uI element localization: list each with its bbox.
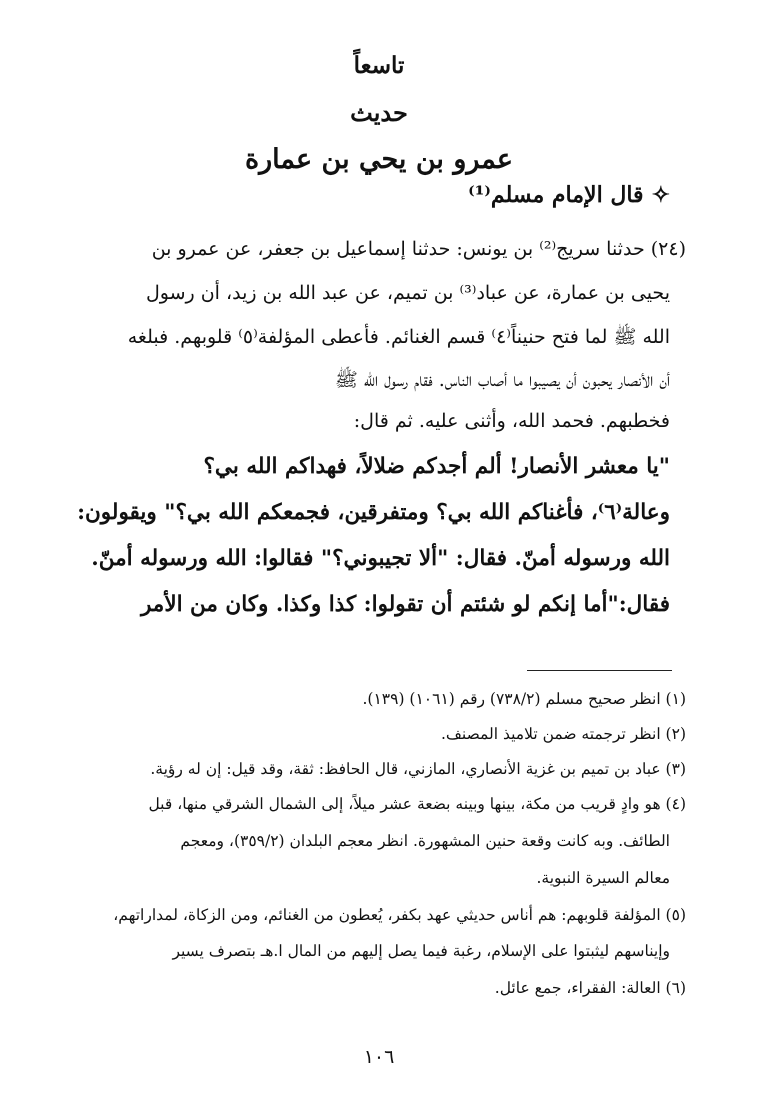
intro-line [468,182,670,208]
star-bullet-icon: ✧ [651,182,670,208]
footnote-line: (٢) انظر ترجمته ضمن تلاميذ المصنف. [440,725,686,743]
footnote-line: (٥) المؤلفة قلوبهم: هم أناس حديثي عهد بكفر، يُعطون من الغنائم، ومن الزكاة، لمداراتهم، [113,906,686,924]
hadith-line: فخطبهم. فحمد الله، وأثنى عليه. ثم قال: [353,410,670,432]
section-ordinal-heading: تاسعاً [353,52,405,79]
footnote-line: (٣) عباد بن تميم بن غزية الأنصاري، المازني، قال الحافظ: ثقة، وقد قيل: إن له رؤية. [150,760,686,778]
hadith-line: أن الأنصار يحبون أن يصيبوا ما أصاب الناس. فقام رسول الله ﷺ [334,369,670,391]
speech-line: وعالة⁽٦⁾، فأغناكم الله بي؟ ومتفرقين، فجمعكم الله بي؟" ويقولون: [77,500,670,525]
speech-line: "يا معشر الأنصار! ألم أجدكم ضلالاً، فهداكم الله بي؟ [203,454,670,479]
speech-line: فقال:"أما إنكم لو شئتم أن تقولوا: كذا وكذا. وكان من الأمر [140,592,670,617]
hadith-line: (٢٤) حدثنا سريج⁽²⁾ بن يونس: حدثنا إسماعيل بن جعفر، عن عمرو بن [151,238,686,260]
page-number: ١٠٦ [363,1046,395,1068]
intro-text: قال الإمام مسلم⁽¹⁾ [468,182,644,208]
footnote-line: معالم السيرة النبوية. [536,869,670,887]
narrator-name-heading: عمرو بن يحي بن عمارة [245,144,513,175]
hadith-line: الله ﷺ لما فتح حنيناً⁽٤⁾ قسم الغنائم. فأعطى المؤلفة⁽٥⁾ قلوبهم. فبلغه [127,326,670,348]
footnote-line: (٦) العالة: الفقراء، جمع عائل. [494,979,686,997]
section-type-heading: حديث [350,98,408,127]
hadith-line: يحيى بن عمارة، عن عباد⁽³⁾ بن تميم، عن عبد الله بن زيد، أن رسول [145,282,670,304]
footnote-line: (١) انظر صحيح مسلم (٧٣٨/٢) رقم (١٠٦١) (١٣٩). [362,690,686,708]
footnote-line: (٤) هو وادٍ قريب من مكة، بينها وبينه بضعة عشر ميلاً، إلى الشمال الشرقي منها، قبل [148,795,686,813]
footnote-separator [527,670,672,671]
footnote-line: الطائف. وبه كانت وقعة حنين المشهورة. انظر معجم البلدان (٣٥٩/٢)، ومعجم [180,832,670,850]
speech-line: الله ورسوله أمنّ. فقال: "ألا تجيبوني؟" فقالوا: الله ورسوله أمنّ. [91,546,670,571]
footnote-line: وإيناسهم ليثبتوا على الإسلام، رغبة فيما يصل إليهم من المال ا.هـ بتصرف يسير [172,942,670,960]
